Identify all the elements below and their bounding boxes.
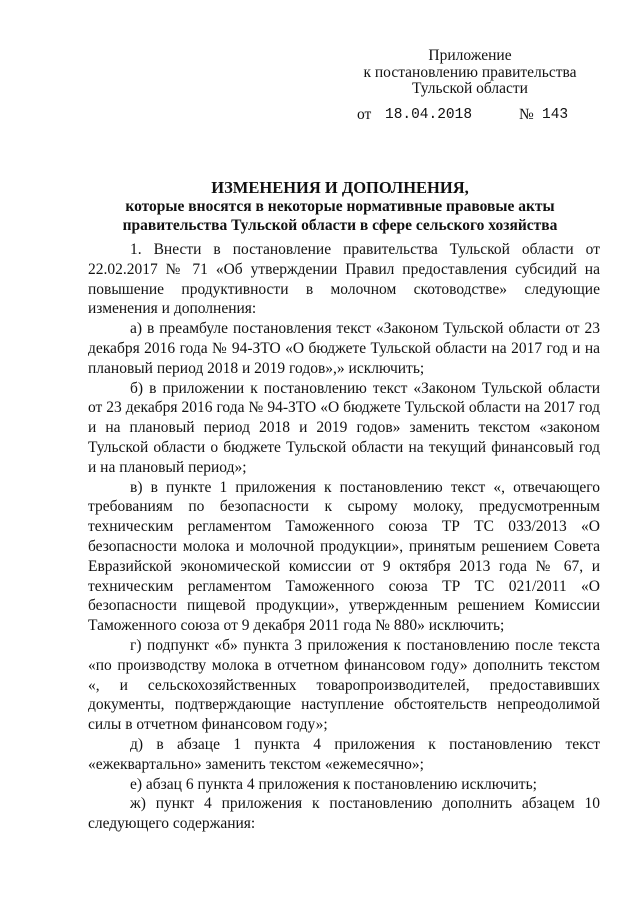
title-main: ИЗМЕНЕНИЯ И ДОПОЛНЕНИЯ,: [211, 178, 469, 197]
approval-line-2: к постановлению правительства: [363, 63, 577, 81]
reference-from-label: от: [357, 106, 372, 123]
paragraph-a: а) в преамбуле постановления текст «Законом Тульской области от 23 декабря 2016 года № 94-ЗТО «О бюджете Тульской области на 2017 год и на плановый период 2018 и 2019 годов»,» исключить;: [88, 320, 600, 377]
approval-line-1: Приложение: [428, 47, 512, 64]
approval-stamp: [340, 48, 600, 98]
paragraph-1: 1. Внести в постановление правительства Тульской области от 22.02.2017 № 71 «Об утверждении Правил предоставления субсидий на повышение продуктивности в молочном скотоводстве» следующие изменения и дополнения:: [88, 241, 600, 318]
paragraph-v: в) в пункте 1 приложения к постановлению текст «, отвечающего требованиям по безопасности к сырому молоку, предусмотренным техническим регламентом Таможенного союза ТР ТС 033/2013 «О безопасности молока и молочной продукции», принятым решением Совета Евразийской экономической комиссии от 9 октября 2013 года № 67, и техническим регламентом Таможенного союза ТР ТС 021/2011 «О безопасности пищевой продукции», утвержденным решением Комиссии Таможенного союза от 9 декабря 2011 года № 880» исключить;: [88, 478, 600, 635]
document-title: [90, 178, 590, 235]
document-body: [88, 240, 600, 834]
title-subtitle-2: правительства Тульской области в сфере сельского хозяйства: [122, 217, 558, 234]
paragraph-b: б) в приложении к постановлению текст «Законом Тульской области от 23 декабря 2016 года № 94-ЗТО «О бюджете Тульской области на 2017 год и на плановый период 2018 и 2019 годов» заменить текстом «законом Тульской области о бюджете Тульской области на текущий финансовый год и на плановый период»;: [88, 379, 600, 476]
paragraph-zh: ж) пункт 4 приложения к постановлению дополнить абзацем 10 следующего содержания:: [88, 795, 600, 833]
paragraph-d: д) в абзаце 1 пункта 4 приложения к постановлению текст «ежеквартально» заменить текстом «ежемесячно»;: [88, 735, 600, 773]
title-subtitle-1: которые вносятся в некоторые нормативные правовые акты: [125, 198, 555, 215]
reference-number: 143: [542, 107, 569, 123]
approval-line-3: Тульской области: [412, 80, 528, 97]
reference-date: 18.04.2018: [385, 107, 473, 123]
paragraph-g: г) подпункт «б» пункта 3 приложения к постановлению после текста «по производству молока в отчетном финансовом году» дополнить текстом «, и сельскохозяйственных товаропроизводителей, предоставивших документы, подтверждающие наступление обстоятельств непреодолимой силы в отчетном финансовом году»;: [88, 636, 600, 734]
paragraph-e: е) абзац 6 пункта 4 приложения к постановлению исключить;: [130, 775, 537, 793]
reference-number-sign: №: [519, 106, 534, 123]
